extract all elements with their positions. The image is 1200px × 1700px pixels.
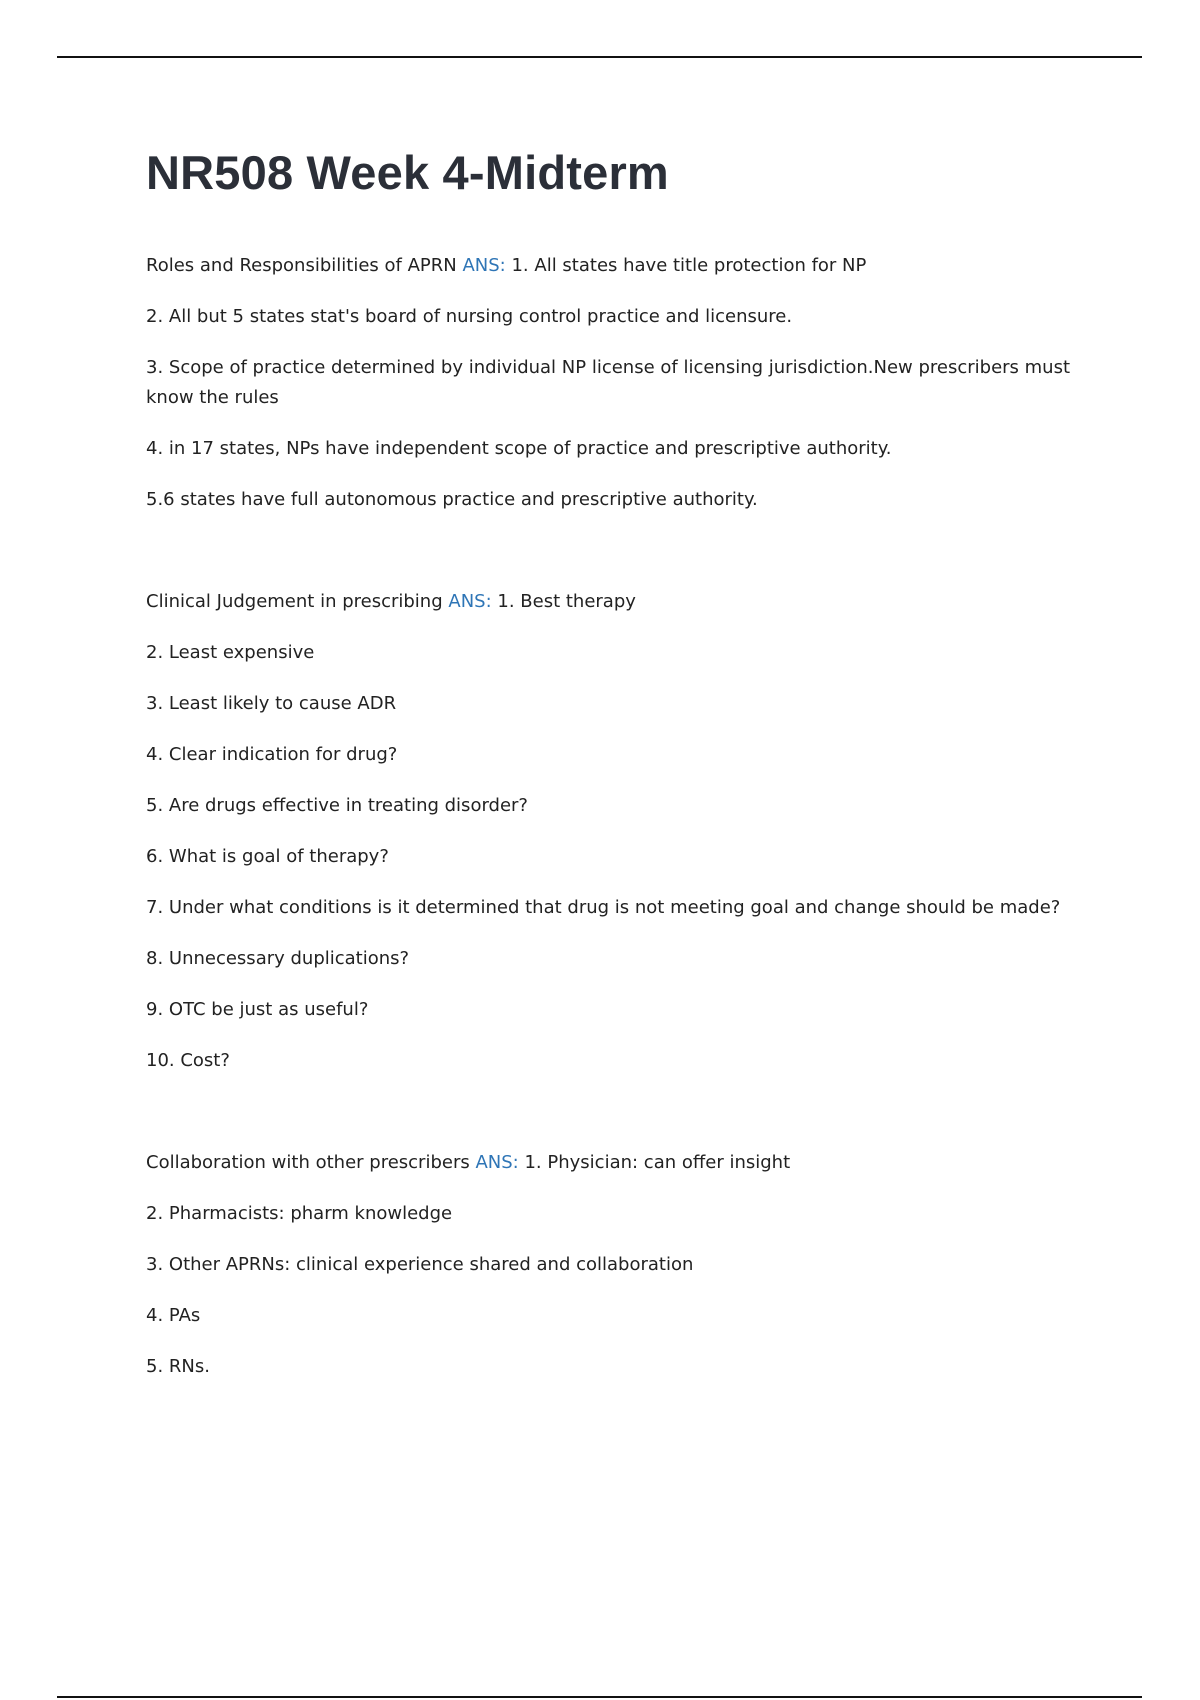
answer-item: 2. All but 5 states stat's board of nursing control practice and licensure. bbox=[146, 306, 793, 327]
qa-section bbox=[146, 587, 1086, 1076]
answer-item: 3. Other APRNs: clinical experience shared and collaboration bbox=[146, 1254, 694, 1275]
question-line bbox=[146, 1148, 1086, 1178]
qa-section bbox=[146, 1148, 1086, 1382]
answer-item: 5. Are drugs effective in treating disorder? bbox=[146, 795, 528, 816]
answer-item: 4. Clear indication for drug? bbox=[146, 744, 398, 765]
ans-label: ANS: bbox=[448, 591, 492, 612]
page-title: NR508 Week 4-Midterm bbox=[146, 146, 669, 199]
question-text: Collaboration with other prescribers bbox=[146, 1152, 470, 1173]
answer-item: 2. Least expensive bbox=[146, 642, 315, 663]
answer-text: 1. Physician: can offer insight bbox=[524, 1152, 791, 1173]
ans-label: ANS: bbox=[462, 255, 506, 276]
answer-item: 9. OTC be just as useful? bbox=[146, 999, 369, 1020]
answer-item: 4. in 17 states, NPs have independent scope of practice and prescriptive authority. bbox=[146, 438, 892, 459]
answer-item: 10. Cost? bbox=[146, 1050, 230, 1071]
answer-item: 8. Unnecessary duplications? bbox=[146, 948, 410, 969]
answer-item: 6. What is goal of therapy? bbox=[146, 846, 389, 867]
question-line bbox=[146, 251, 1086, 281]
answer-item: 4. PAs bbox=[146, 1305, 201, 1326]
question-line bbox=[146, 587, 1086, 617]
question-text: Clinical Judgement in prescribing bbox=[146, 591, 443, 612]
footer-rule bbox=[57, 1696, 1142, 1698]
answer-text: 1. All states have title protection for NP bbox=[511, 255, 867, 276]
ans-label: ANS: bbox=[475, 1152, 519, 1173]
answer-item: 5.6 states have full autonomous practice and prescriptive authority. bbox=[146, 489, 758, 510]
answer-item: 5. RNs. bbox=[146, 1356, 210, 1377]
answer-item: 3. Scope of practice determined by individual NP license of licensing jurisdiction.New prescribers must know the rules bbox=[146, 357, 1071, 408]
header-rule bbox=[57, 56, 1142, 58]
qa-section bbox=[146, 251, 1086, 515]
answer-item: 7. Under what conditions is it determined that drug is not meeting goal and change should be made? bbox=[146, 897, 1061, 918]
answer-item: 2. Pharmacists: pharm knowledge bbox=[146, 1203, 453, 1224]
document-body bbox=[146, 251, 1086, 1454]
answer-item: 3. Least likely to cause ADR bbox=[146, 693, 397, 714]
question-text: Roles and Responsibilities of APRN bbox=[146, 255, 457, 276]
answer-text: 1. Best therapy bbox=[497, 591, 636, 612]
